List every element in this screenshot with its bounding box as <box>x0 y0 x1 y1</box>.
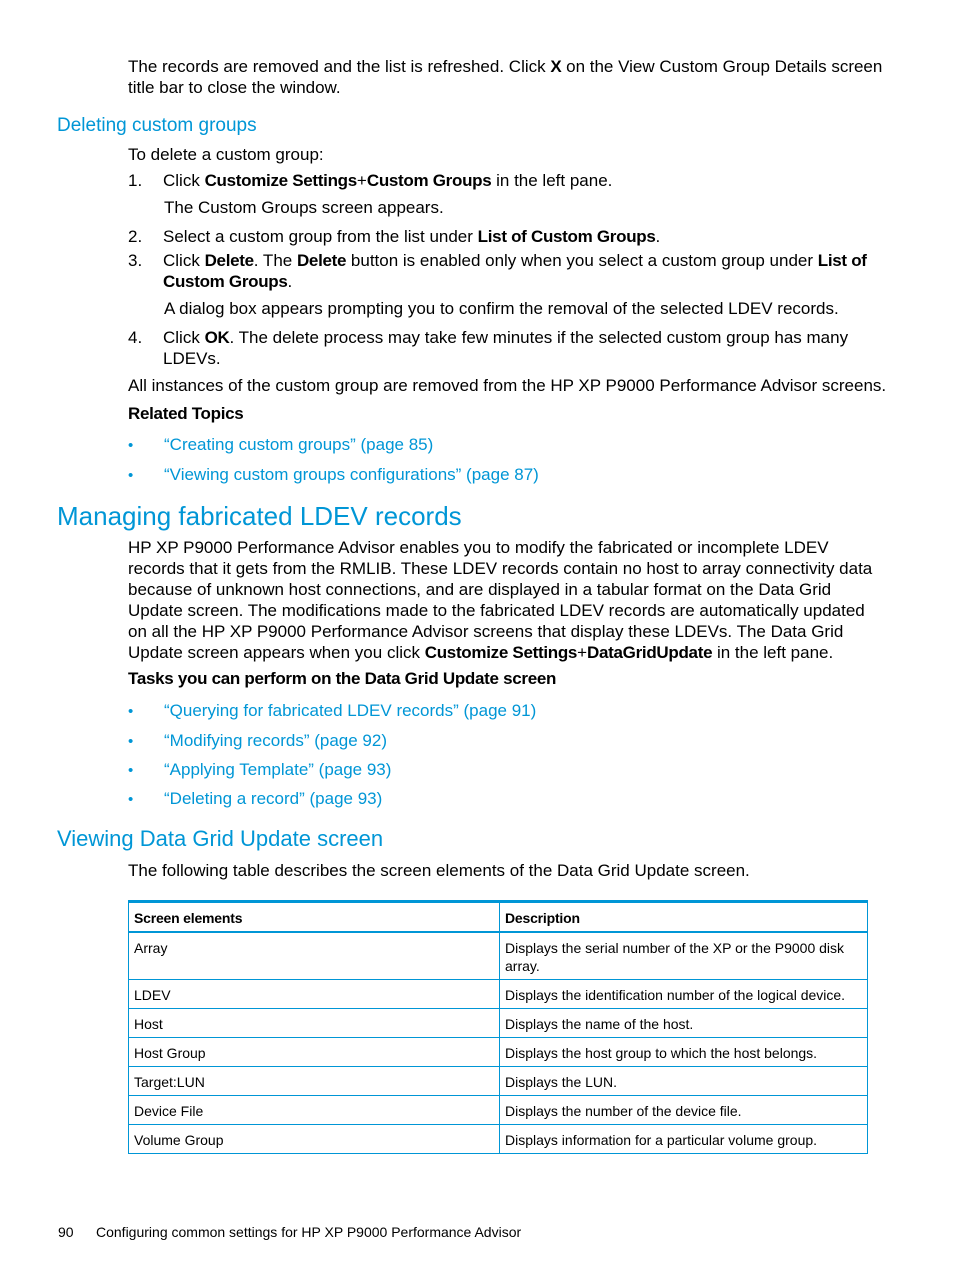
table-cell: Displays the LUN. <box>500 1067 868 1096</box>
column-header-screen-elements: Screen elements <box>129 902 500 933</box>
table-cell: Volume Group <box>129 1125 500 1154</box>
link-querying-records[interactable]: “Querying for fabricated LDEV records” (page 91) <box>164 701 537 720</box>
bullet-icon: • <box>128 467 134 484</box>
table-cell: Displays the name of the host. <box>500 1009 868 1038</box>
table-cell: Array <box>129 932 500 980</box>
bullet-icon: • <box>128 791 134 808</box>
link-viewing-custom-groups[interactable]: “Viewing custom groups configurations” (page 87) <box>164 465 539 484</box>
table-row <box>129 1067 868 1096</box>
section-heading-deleting: Deleting custom groups <box>57 115 257 136</box>
task-item-3 <box>128 759 392 781</box>
table-row <box>129 1125 868 1154</box>
link-modifying-records[interactable]: “Modifying records” (page 92) <box>164 731 387 750</box>
table-row <box>129 932 868 980</box>
table-row <box>129 1096 868 1125</box>
step-4: 4. Click OK. The delete process may take few minutes if the selected custom group has many LDEVs. <box>128 328 849 368</box>
page-title: Managing fabricated LDEV records <box>57 501 462 531</box>
bullet-icon: • <box>128 762 134 779</box>
link-creating-custom-groups[interactable]: “Creating custom groups” (page 85) <box>164 435 434 454</box>
column-header-description: Description <box>500 902 868 933</box>
deleting-closing: All instances of the custom group are removed from the HP XP P9000 Performance Advisor screens. <box>128 376 887 395</box>
step-3-note: A dialog box appears prompting you to confirm the removal of the selected LDEV records. <box>164 299 839 318</box>
table-cell: Displays the serial number of the XP or the P9000 disk array. <box>500 932 868 980</box>
table-cell: Target:LUN <box>129 1067 500 1096</box>
footer-text: Configuring common settings for HP XP P9000 Performance Advisor <box>96 1224 522 1240</box>
related-item-2 <box>128 464 539 486</box>
table-cell: Displays the identification number of the logical device. <box>500 980 868 1009</box>
table-cell: Displays the host group to which the host belongs. <box>500 1038 868 1067</box>
bullet-icon: • <box>128 703 134 720</box>
table-header-row <box>129 902 868 933</box>
task-item-2 <box>128 730 387 752</box>
table-row <box>129 1009 868 1038</box>
table-cell: Displays the number of the device file. <box>500 1096 868 1125</box>
section-heading-viewing: Viewing Data Grid Update screen <box>57 826 384 851</box>
table-cell: Host <box>129 1009 500 1038</box>
intro-paragraph: The records are removed and the list is refreshed. Click X on the View Custom Group Details screen title bar to close the window. <box>128 57 883 97</box>
bullet-icon: • <box>128 437 134 454</box>
link-applying-template[interactable]: “Applying Template” (page 93) <box>164 760 392 779</box>
step-1-note: The Custom Groups screen appears. <box>164 198 444 217</box>
link-deleting-record[interactable]: “Deleting a record” (page 93) <box>164 789 383 808</box>
related-item-1 <box>128 434 434 456</box>
table-row <box>129 1038 868 1067</box>
table-cell: Device File <box>129 1096 500 1125</box>
deleting-lead: To delete a custom group: <box>128 145 324 164</box>
tasks-heading: Tasks you can perform on the Data Grid Update screen <box>128 669 557 688</box>
task-item-1 <box>128 700 537 722</box>
viewing-lead: The following table describes the screen elements of the Data Grid Update screen. <box>128 861 750 880</box>
page-number: 90 <box>58 1224 74 1240</box>
table-cell: Displays information for a particular volume group. <box>500 1125 868 1154</box>
task-item-4 <box>128 788 383 810</box>
table-cell: Host Group <box>129 1038 500 1067</box>
screen-elements-table <box>128 900 868 1154</box>
managing-paragraph: HP XP P9000 Performance Advisor enables you to modify the fabricated or incomplete LDEV records that it gets from the RMLIB. These LDEV records contain no host to array connectivity data because of unknown host connections, and are displayed in a tabular format on the Data Grid Update screen. The modifications made to the fabricated LDEV records are automatically updated on all the HP XP P9000 Performance Advisor screens that display these LDEVs. The Data Grid Update screen appears when you click Customize Settings+DataGridUpdate in the left pane. <box>128 538 873 662</box>
step-2: 2. Select a custom group from the list under List of Custom Groups. <box>128 227 661 246</box>
related-topics-heading: Related Topics <box>128 404 244 423</box>
table-cell: LDEV <box>129 980 500 1009</box>
step-1: 1. Click Customize Settings+Custom Groups in the left pane. <box>128 171 613 190</box>
step-3: 3. Click Delete. The Delete button is enabled only when you select a custom group under List of Custom Groups. <box>128 251 867 291</box>
bullet-icon: • <box>128 733 134 750</box>
table-row <box>129 980 868 1009</box>
